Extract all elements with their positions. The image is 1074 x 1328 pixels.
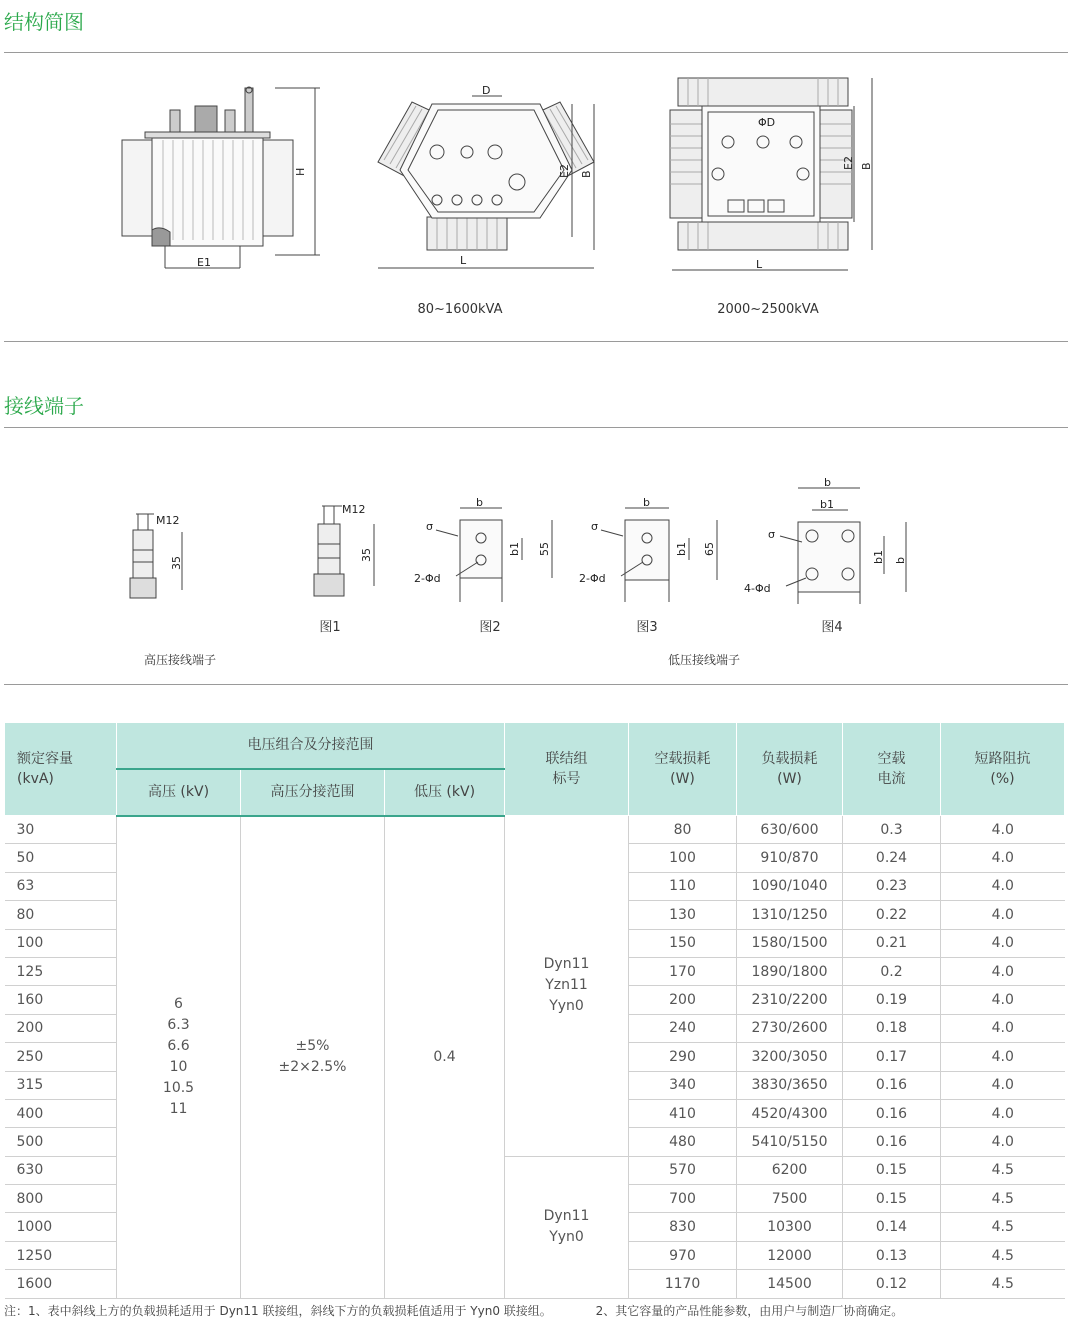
noload-loss-cell: 290 [629, 1043, 737, 1071]
noload-loss-cell: 480 [629, 1128, 737, 1156]
noload-loss-cell: 340 [629, 1071, 737, 1099]
fig3-height-label: 65 [703, 542, 716, 556]
load-loss-cell: 1580/1500 [737, 929, 843, 957]
capacity-header-label: 额定容量 [17, 751, 73, 767]
tap-value: ±2×2.5% [278, 1059, 347, 1076]
hv-value: 6 [174, 996, 183, 1013]
transformer-top-view-small-drawing [372, 82, 602, 274]
fig1-terminal-drawing [308, 500, 388, 606]
connection-group-value: Yzn11 [545, 977, 588, 994]
fig4-holes-label: 4-Φd [744, 582, 771, 595]
small-range-caption: 80~1600kVA [417, 302, 503, 317]
impedance-cell: 4.0 [941, 957, 1065, 985]
divider [4, 427, 1068, 428]
fig1-caption: 图1 [319, 620, 341, 635]
load-loss-cell: 2730/2600 [737, 1014, 843, 1042]
capacity-cell: 800 [5, 1185, 117, 1213]
noload-current-cell: 0.3 [843, 816, 941, 844]
col-capacity-header [5, 723, 117, 816]
connection-group-a-cell [505, 816, 629, 1157]
impedance-cell: 4.0 [941, 872, 1065, 900]
fig4-b1-label: b1 [820, 498, 834, 511]
lv-value-cell: 0.4 [385, 816, 505, 1299]
capacity-cell: 315 [5, 1071, 117, 1099]
connection-header-line1: 联结组 [545, 751, 588, 767]
noload-current-cell: 0.15 [843, 1156, 941, 1184]
fig4-sigma-label: σ [768, 528, 775, 541]
hv-thread-label: M12 [156, 514, 180, 527]
noload-loss-cell: 570 [629, 1156, 737, 1184]
lv-terminal-caption: 低压接线端子 [667, 653, 740, 667]
noload-current-cell: 0.24 [843, 844, 941, 872]
impedance-cell: 4.5 [941, 1185, 1065, 1213]
load-loss-cell: 10300 [737, 1213, 843, 1241]
capacity-cell: 125 [5, 957, 117, 985]
col-noload-current-header [843, 723, 941, 816]
load-loss-cell: 14500 [737, 1270, 843, 1298]
noload-loss-cell: 150 [629, 929, 737, 957]
noload-current-cell: 0.16 [843, 1128, 941, 1156]
load-loss-cell: 1310/1250 [737, 901, 843, 929]
fig4-caption: 图4 [821, 620, 843, 635]
load-loss-cell: 12000 [737, 1241, 843, 1269]
capacity-cell: 1000 [5, 1213, 117, 1241]
e2-dimension-label-large: E2 [842, 156, 855, 170]
noload-current-cell: 0.17 [843, 1043, 941, 1071]
e1-dimension-label: E1 [197, 256, 211, 269]
noload-current-cell: 0.2 [843, 957, 941, 985]
fig2-sigma-label: σ [426, 520, 433, 533]
hv-value: 10.5 [162, 1080, 195, 1097]
impedance-cell: 4.0 [941, 1043, 1065, 1071]
col-connection-header [505, 723, 629, 816]
noload-current-line2: 电流 [877, 771, 906, 787]
impedance-cell: 4.5 [941, 1213, 1065, 1241]
capacity-cell: 1600 [5, 1270, 117, 1298]
capacity-cell: 250 [5, 1043, 117, 1071]
fig4-b-vertical-label: b [894, 557, 907, 564]
hv-terminal-caption: 高压接线端子 [143, 653, 216, 667]
load-loss-cell: 3200/3050 [737, 1043, 843, 1071]
b-dimension-label-large: B [860, 162, 873, 170]
spec-table [4, 722, 1065, 1299]
hv-value: 11 [169, 1101, 188, 1118]
noload-current-line1: 空载 [877, 751, 906, 767]
load-loss-label: 负载损耗 [761, 751, 818, 767]
hv-values-cell [117, 816, 241, 1299]
capacity-cell: 50 [5, 844, 117, 872]
load-loss-cell: 1090/1040 [737, 872, 843, 900]
noload-current-cell: 0.16 [843, 1099, 941, 1127]
d-dimension-label: D [482, 84, 491, 97]
load-loss-cell: 6200 [737, 1156, 843, 1184]
noload-current-cell: 0.16 [843, 1071, 941, 1099]
fig1-length-label: 35 [360, 548, 373, 562]
noload-loss-cell: 80 [629, 816, 737, 844]
noload-current-cell: 0.15 [843, 1185, 941, 1213]
fig2-b1-label: b1 [508, 542, 521, 556]
col-load-loss-header [737, 723, 843, 816]
connection-group-value: Yyn0 [549, 1229, 584, 1246]
hv-tap-cell [241, 816, 385, 1299]
col-voltage-group-header: 电压组合及分接范围 [117, 723, 505, 769]
h-dimension-label: H [294, 167, 307, 176]
fig2-terminal-drawing [410, 496, 560, 606]
impedance-cell: 4.0 [941, 929, 1065, 957]
capacity-cell: 160 [5, 986, 117, 1014]
tap-value: ±5% [295, 1038, 330, 1055]
fig4-b-label: b [824, 476, 831, 489]
hv-length-label: 35 [170, 556, 183, 570]
spec-table-body [5, 816, 1065, 1299]
noload-current-cell: 0.13 [843, 1241, 941, 1269]
fig2-caption: 图2 [479, 620, 501, 635]
hv-terminal-drawing [126, 510, 196, 610]
load-loss-cell: 910/870 [737, 844, 843, 872]
noload-loss-cell: 170 [629, 957, 737, 985]
connection-group-value: Yyn0 [549, 998, 584, 1015]
connection-group-b-cell [505, 1156, 629, 1298]
footnote-2: 2、其它容量的产品性能参数，由用户与制造厂协商确定。 [595, 1304, 904, 1318]
noload-loss-cell: 970 [629, 1241, 737, 1269]
noload-loss-unit: (W) [670, 771, 695, 787]
capacity-cell: 30 [5, 816, 117, 844]
divider [4, 684, 1068, 685]
capacity-cell: 200 [5, 1014, 117, 1042]
e2-dimension-label: E2 [558, 164, 571, 178]
l-dimension-label: L [460, 254, 467, 267]
hv-value: 6.3 [167, 1017, 190, 1034]
noload-loss-cell: 410 [629, 1099, 737, 1127]
noload-loss-cell: 830 [629, 1213, 737, 1241]
hv-value: 6.6 [167, 1038, 190, 1055]
fig2-b-label: b [476, 496, 483, 509]
impedance-cell: 4.5 [941, 1270, 1065, 1298]
fig3-holes-label: 2-Φd [579, 572, 606, 585]
noload-current-cell: 0.22 [843, 901, 941, 929]
col-impedance-header [941, 723, 1065, 816]
load-loss-cell: 1890/1800 [737, 957, 843, 985]
b-dimension-label: B [580, 170, 593, 178]
capacity-cell: 63 [5, 872, 117, 900]
structure-section-title: 结构简图 [4, 10, 84, 34]
impedance-cell: 4.5 [941, 1241, 1065, 1269]
noload-current-cell: 0.12 [843, 1270, 941, 1298]
impedance-cell: 4.0 [941, 1128, 1065, 1156]
impedance-cell: 4.0 [941, 986, 1065, 1014]
connection-group-value: Dyn11 [543, 1208, 590, 1225]
capacity-cell: 400 [5, 1099, 117, 1127]
load-loss-cell: 7500 [737, 1185, 843, 1213]
connection-group-value: Dyn11 [543, 956, 590, 973]
noload-loss-cell: 100 [629, 844, 737, 872]
footnote [4, 1302, 943, 1319]
capacity-cell: 80 [5, 901, 117, 929]
capacity-header-unit: (kvA) [17, 771, 54, 787]
large-range-caption: 2000~2500kVA [717, 302, 819, 317]
col-noload-loss-header [629, 723, 737, 816]
fig4-terminal-drawing [740, 474, 920, 606]
noload-loss-cell: 130 [629, 901, 737, 929]
fig2-height-label: 55 [538, 542, 551, 556]
fig4-b1-vertical-label: b1 [872, 550, 885, 564]
load-loss-unit: (W) [777, 771, 802, 787]
fig3-caption: 图3 [636, 620, 658, 635]
impedance-cell: 4.0 [941, 844, 1065, 872]
load-loss-cell: 2310/2200 [737, 986, 843, 1014]
impedance-label: 短路阻抗 [974, 751, 1031, 767]
connection-header-line2: 标号 [552, 771, 581, 787]
divider [4, 52, 1068, 53]
capacity-cell: 1250 [5, 1241, 117, 1269]
impedance-unit: (%) [990, 771, 1015, 787]
impedance-cell: 4.5 [941, 1156, 1065, 1184]
noload-current-cell: 0.23 [843, 872, 941, 900]
l-dimension-label-large: L [756, 258, 763, 271]
load-loss-cell: 4520/4300 [737, 1099, 843, 1127]
col-hv-header: 高压 (kV) [117, 769, 241, 816]
fig3-b-label: b [643, 496, 650, 509]
impedance-cell: 4.0 [941, 1099, 1065, 1127]
noload-current-cell: 0.18 [843, 1014, 941, 1042]
load-loss-cell: 3830/3650 [737, 1071, 843, 1099]
impedance-cell: 4.0 [941, 1071, 1065, 1099]
noload-loss-cell: 110 [629, 872, 737, 900]
transformer-top-view-large-drawing [668, 74, 878, 274]
capacity-cell: 100 [5, 929, 117, 957]
phi-d-label: ΦD [758, 116, 776, 129]
capacity-cell: 630 [5, 1156, 117, 1184]
noload-loss-cell: 1170 [629, 1270, 737, 1298]
fig2-holes-label: 2-Φd [414, 572, 441, 585]
divider [4, 341, 1068, 342]
noload-current-cell: 0.19 [843, 986, 941, 1014]
noload-loss-cell: 200 [629, 986, 737, 1014]
load-loss-cell: 630/600 [737, 816, 843, 844]
col-hv-tap-header: 高压分接范围 [241, 769, 385, 816]
footnote-1: 注：1、表中斜线上方的负载损耗适用于 Dyn11 联接组，斜线下方的负载损耗值适用于 Yyn0 联接组。 [4, 1304, 552, 1318]
fig3-terminal-drawing [577, 496, 727, 606]
table-row [5, 816, 1065, 844]
col-lv-header: 低压 (kV) [385, 769, 505, 816]
terminal-section-title: 接线端子 [4, 394, 84, 418]
noload-current-cell: 0.14 [843, 1213, 941, 1241]
capacity-cell: 500 [5, 1128, 117, 1156]
impedance-cell: 4.0 [941, 901, 1065, 929]
hv-value: 10 [169, 1059, 188, 1076]
fig3-sigma-label: σ [591, 520, 598, 533]
impedance-cell: 4.0 [941, 816, 1065, 844]
noload-loss-cell: 240 [629, 1014, 737, 1042]
noload-loss-cell: 700 [629, 1185, 737, 1213]
fig1-thread-label: M12 [342, 503, 366, 516]
load-loss-cell: 5410/5150 [737, 1128, 843, 1156]
impedance-cell: 4.0 [941, 1014, 1065, 1042]
noload-loss-label: 空载损耗 [654, 751, 711, 767]
noload-current-cell: 0.21 [843, 929, 941, 957]
fig3-b1-label: b1 [675, 542, 688, 556]
transformer-side-view-drawing [115, 80, 330, 275]
